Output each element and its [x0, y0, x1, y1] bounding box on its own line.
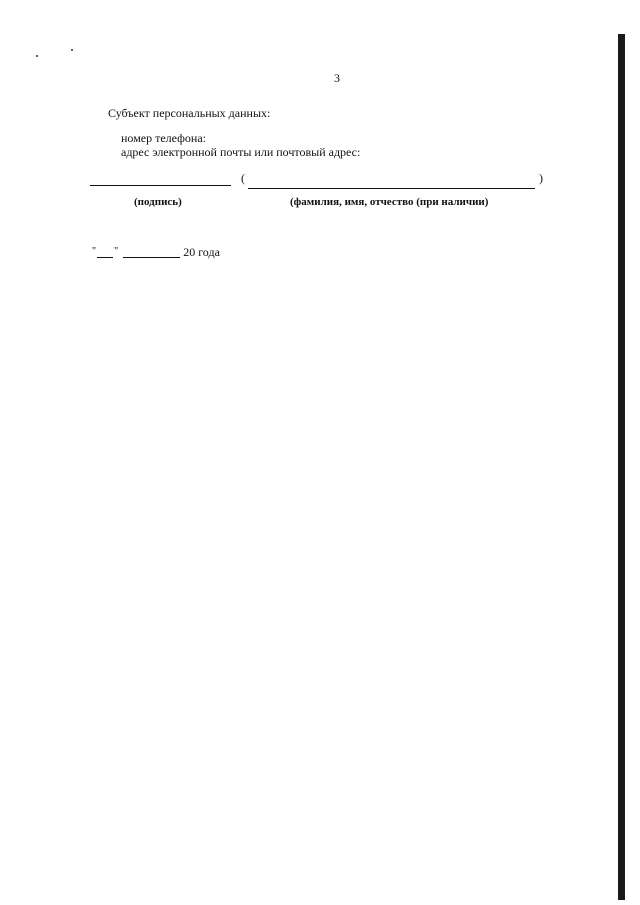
- month-blank: [123, 247, 180, 258]
- date-close-quote: ": [114, 246, 119, 257]
- full-name-line: [248, 188, 535, 189]
- name-close-paren: ): [539, 171, 543, 185]
- year-text: 20 года: [183, 245, 220, 259]
- full-name-caption: (фамилия, имя, отчество (при наличии): [290, 196, 489, 208]
- scan-speck: [36, 55, 38, 57]
- signature-caption: (подпись): [134, 196, 182, 208]
- page-number: 3: [334, 71, 340, 85]
- name-open-paren: (: [241, 171, 245, 185]
- date-row: [92, 245, 220, 260]
- day-blank: [97, 247, 113, 258]
- address-label: адрес электронной почты или почтовый адрес:: [121, 145, 361, 159]
- date-open-quote: ": [92, 246, 97, 257]
- scan-edge-border: [618, 34, 625, 900]
- signature-line: [90, 185, 231, 186]
- scan-speck: [71, 49, 73, 51]
- phone-label: номер телефона:: [121, 131, 207, 145]
- subject-heading: Субъект персональных данных:: [108, 106, 271, 120]
